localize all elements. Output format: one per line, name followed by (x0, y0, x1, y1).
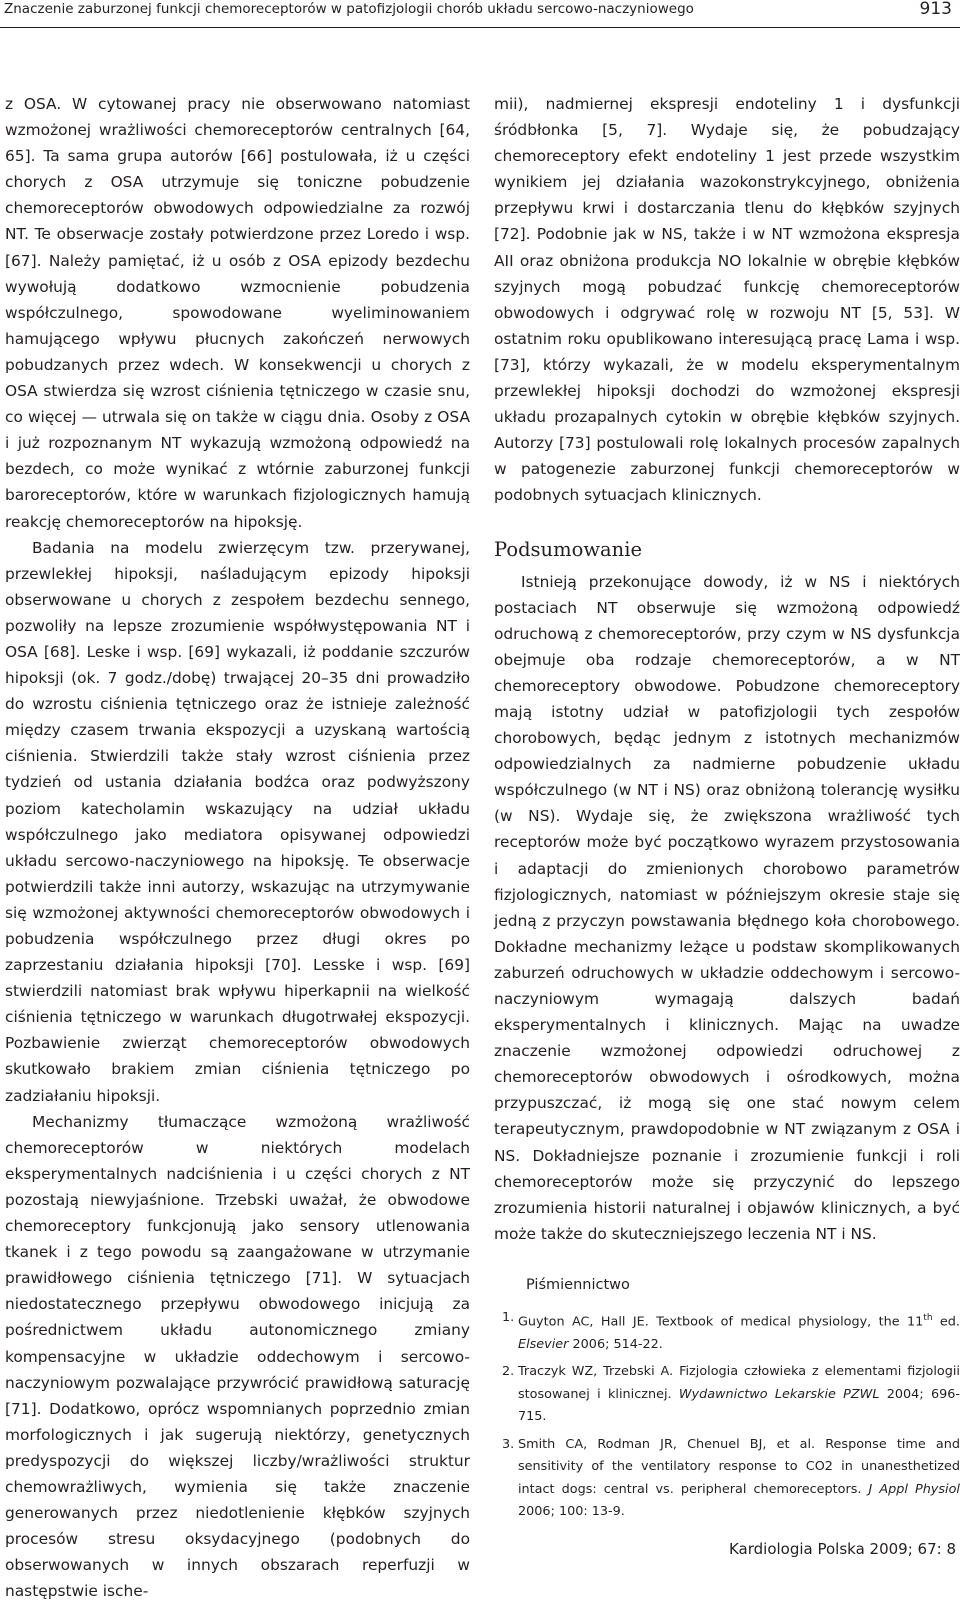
section-heading: Podsumowanie (494, 537, 643, 561)
body-paragraph: mii), nadmiernej ekspresji endoteliny 1 i dysfunkcji śródbłonka [5, 7]. Wydaje się, że pobudzający chemoreceptory efekt endoteliny 1 jest przede wszystkim wynikiem jej działania wazokonstrykcyjnego, obniżenia przepływu krwi i dostarczania tlenu do kłębków szyjnych [72]. Podobnie jak w NS, także i w NT wzmożona ekspresja AII oraz obniżona produkcja NO lokalnie w obrębie kłębków szyjnych mogą pobudzać funkcję chemoreceptorów obwodowych i odgrywać rolę w rozwoju NT [5, 53]. W ostatnim roku opublikowano interesującą pracę Lama i wsp. [73], którzy wykazali, że w modelu eksperymentalnym przewlekłej hipoksji dochodzi do wzmożonej ekspresji układu prozapalnych cytokin w obrębie kłębków szyjnych. Autorzy [73] postulowali rolę lokalnych procesów zapalnych w patogenezie zaburzonej funkcji chemoreceptorów w podobnych sytuacjach klinicznych. (494, 95, 960, 505)
reference-text: Traczyk WZ, Trzebski A. Fizjologia człowieka z elementami fizjologii stosowanej i klinicznej. (518, 1364, 960, 1402)
summary-paragraph: Istnieją przekonujące dowody, iż w NS i niektórych postaciach NT obserwuje się wzmożoną odpowiedź odruchową z chemoreceptorów, przy czym w NS dysfunkcja obejmuje oba rodzaje chemoreceptorów, a w NT chemoreceptory obwodowe. Pobudzone chemoreceptory mają istotny udział w patofizjologii tych zespołów chorobowych, będąc jednym z istotnych mechanizmów odpowiedzialnych za nadmierne pobudzenie układu współczulnego (w NT i NS) oraz obniżoną tolerancję wysiłku (w NS). Wydaje się, że zwiększona wrażliwość tych receptorów może być początkowo wyrazem przystosowania i adaptacji do zmienionych chorobowo parametrów fizjologicznych, natomiast w późniejszym okresie staje się jedną z przyczyn powstawania błędnego koła chorobowego. Dokładne mechanizmy leżące u podstaw skomplikowanych zaburzeń odruchowych w układzie oddechowym i sercowo-naczyniowym wymagają dalszych badań eksperymentalnych i klinicznych. Mając na uwadze znaczenie wzmożonej odpowiedzi odruchowej z chemoreceptorów obwodowych i ośrodkowych, można przypuszczać, iż mogą się one stać nowym celem terapeutycznym, prawdopodobnie w NT związanym z OSA i NS. Dokładniejsze poznanie i zrozumienie funkcji i roli chemoreceptorów może się przyczynić do lepszego zrozumienia historii naturalnej i objawów klinicznych, a być może także do skuteczniejszego leczenia NT i NS. (494, 572, 960, 1243)
reference-journal: J Appl Physiol (868, 1481, 960, 1497)
reference-journal: Wydawnictwo Lekarskie PZWL (678, 1386, 880, 1402)
reference-number: 2. (502, 1364, 515, 1380)
body-paragraph: Badania na modelu zwierzęcym tzw. przerywanej, przewlekłej hipoksji, naśladującym epizody hipoksji obserwowane u chorych z zespołem bezdechu sennego, pozwoliły na lepsze zrozumienie współwystępowania NT i OSA [68]. Leske i wsp. [69] wykazali, iż poddanie szczurów hipoksji (ok. 7 godz./dobę) trwającej 20–35 dni prowadziło do wzrostu ciśnienia tętniczego oraz że istnieje zależność między czasem trwania ekspozycji a uzyskaną wartością ciśnienia. Stwierdzili także stały wzrost ciśnienia przez tydzień od ustania działania bodźca oraz podwyższony poziom katecholamin wskazujący na udział układu współczulnego jako mediatora opisywanej odpowiedzi układu sercowo-naczyniowego na hipoksję. Te obserwacje potwierdzili także inni autorzy, wskazując na utrzymywanie się wzmożonej aktywności chemoreceptorów obwodowych i pobudzenia współczulnego przez długi okres po zaprzestaniu działania hipoksji [70]. Lesske i wsp. [69] stwierdzili natomiast brak wpływu hiperkapnii na wielkość ciśnienia tętniczego w warunkach długotrwałej ekspozycji. Pozbawienie zwierząt chemoreceptorów obwodowych skutkowało brakiem zmian ciśnienia tętniczego po zadziałaniu hipoksji. (5, 538, 470, 1105)
reference-journal: Elsevier (518, 1336, 569, 1352)
reference-item (494, 1434, 960, 1524)
reference-text: 2004; 696-715. (518, 1386, 960, 1425)
reference-text: 2006; 100: 13-9. (518, 1504, 625, 1520)
running-title: Znaczenie zaburzonej funkcji chemoreceptorów w patofizjologii chorób układu sercowo-naczyniowego (4, 1, 694, 17)
body-paragraph: Mechanizmy tłumaczące wzmożoną wrażliwość chemoreceptorów w niektórych modelach eksperymentalnych nadciśnienia i u części chorych z NT pozostają niewyjaśnione. Trzebski uważał, że obwodowe chemoreceptory funkcjonują jako sensory utlenowania tkanek i z tego powodu są zaangażowane w utrzymanie prawidłowego ciśnienia tętniczego [71]. W sytuacjach niedostatecznego przepływu obwodowego inicjują za pośrednictwem układu autonomicznego zmiany kompensacyjne w układzie oddechowym i sercowo-naczyniowym pozwalające przywrócić prawidłową saturację [71]. Dodatkowo, oprócz wspomnianych poprzednio zmian morfologicznych i jak sugerują niektórzy, genetycznych predyspozycji do większej liczby/wrażliwości struktur chemowrażliwych, wymienia się także znaczenie generowanych przez niedotlenienie kłębków szyjnych procesów stresu oksydacyjnego (podobnych do obserwowanych w innych obszarach reperfuzji w następstwie ische- (5, 1112, 470, 1601)
reference-number: 1. (502, 1309, 515, 1325)
reference-item (494, 1307, 960, 1356)
reference-item (494, 1361, 960, 1429)
reference-list (494, 1307, 960, 1524)
reference-superscript: th (923, 1312, 933, 1323)
running-header (0, 0, 960, 34)
references-heading: Piśmiennictwo (526, 1276, 630, 1293)
journal-footer: Kardiologia Polska 2009; 67: 8 (728, 1540, 956, 1558)
body-paragraph: z OSA. W cytowanej pracy nie obserwowano natomiast wzmożonej wrażliwości chemoreceptorów centralnych [64, 65]. Ta sama grupa autorów [66] postulowała, iż u części chorych z OSA utrzymuje się toniczne pobudzenie chemoreceptorów obwodowych odpowiedzialne za rozwój NT. Te obserwacje zostały potwierdzone przez Loredo i wsp. [67]. Należy pamiętać, iż u osób z OSA epizody bezdechu wywołują dodatkowo wzmocnienie pobudzenia współczulnego, spowodowane wyeliminowaniem hamującego wpływu płucnych zakończeń nerwowych pobudzanych przez wdech. W konsekwencji u chorych z OSA stwierdza się wzrost ciśnienia tętniczego w czasie snu, co więcej — utrwala się on także w ciągu dnia. Osoby z OSA i już rozpoznanym NT wykazują wzmożoną odpowiedź na bezdech, co może wynikać z wtórnie zaburzonej funkcji baroreceptorów, które w warunkach fizjologicznych hamują reakcję chemoreceptorów na hipoksję. (5, 95, 470, 531)
reference-text: 2006; 514-22. (568, 1336, 663, 1352)
left-column (5, 91, 470, 1604)
header-rule (0, 27, 960, 28)
right-column (494, 91, 960, 1529)
reference-text: ed. (932, 1314, 960, 1330)
reference-text: Guyton AC, Hall JE. Textbook of medical physiology, the 11 (518, 1314, 924, 1330)
reference-text: Smith CA, Rodman JR, Chenuel BJ, et al. Response time and sensitivity of the ventilatory response to CO2 in unanesthetized intact dogs: central vs. peripheral chemoreceptors. (518, 1436, 960, 1497)
reference-number: 3. (502, 1436, 515, 1452)
page-number: 913 (919, 0, 952, 19)
